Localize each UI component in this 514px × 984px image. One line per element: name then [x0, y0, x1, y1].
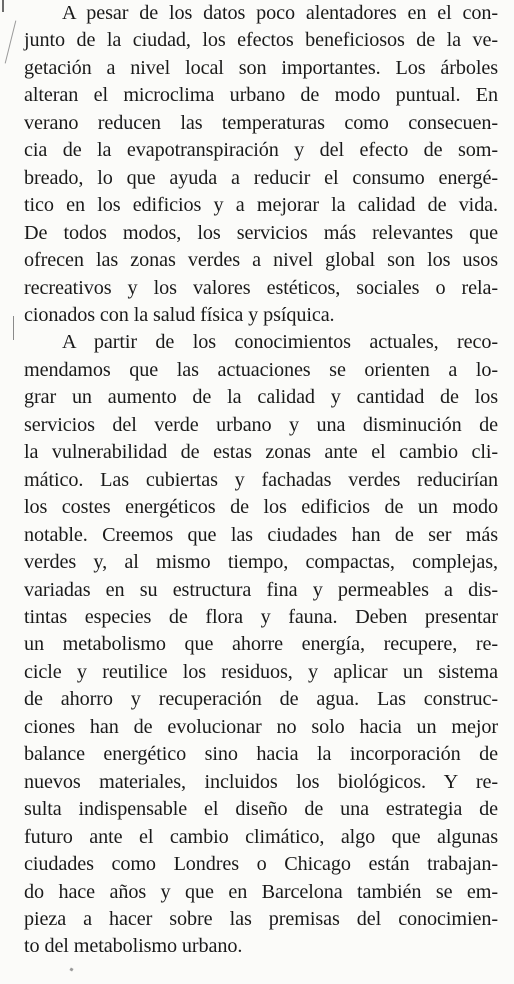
text-line: A partir de los conocimientos actuales, reco-	[62, 331, 498, 354]
text-line: notable. Creemos que las ciudades han de ser más	[24, 523, 498, 546]
text-line: ciudades como Londres o Chicago están trabajan-	[24, 853, 498, 876]
text-line: mático. Las cubiertas y fachadas verdes reducirían	[24, 468, 498, 491]
margin-scratch	[5, 21, 17, 64]
text-line: cionados con la salud física y psíquica.	[24, 303, 335, 326]
text-line: los costes energéticos de los edificios de un modo	[24, 496, 498, 519]
text-line: junto de la ciudad, los efectos beneficiosos de la ve-	[24, 29, 498, 52]
text-line: ciones han de evolucionar no solo hacia un mejor	[24, 715, 498, 738]
text-line: breado, lo que ayuda a reducir el consumo energé-	[24, 166, 498, 189]
text-line: pieza a hacer sobre las premisas del conocimien-	[24, 907, 498, 930]
text-line: un metabolismo que ahorre energía, recupere, re-	[24, 633, 498, 656]
margin-mark	[2, 0, 4, 12]
text-line: servicios del verde urbano y una disminución de	[24, 413, 498, 436]
text-line: recreativos y los valores estéticos, sociales o rela-	[24, 276, 498, 299]
paragraph-1	[24, 0, 498, 329]
margin-mark	[13, 316, 14, 340]
text-line: futuro ante el cambio climático, algo que algunas	[24, 825, 498, 848]
text-line: balance energético sino hacia la incorporación de	[24, 743, 498, 766]
text-line: cicle y reutilice los residuos, y aplicar un sistema	[24, 660, 498, 683]
text-line: tico en los edificios y a mejorar la calidad de vida.	[24, 194, 498, 217]
text-line: do hace años y que en Barcelona también se em-	[24, 880, 498, 903]
text-line: verano reducen las temperaturas como consecuen-	[24, 111, 498, 134]
text-line: alteran el microclima urbano de modo puntual. En	[24, 84, 498, 107]
body-text	[24, 0, 498, 961]
text-line: ofrecen las zonas verdes a nivel global son los usos	[24, 249, 498, 272]
text-line: cia de la evapotranspiración y del efecto de som-	[24, 139, 498, 162]
text-line: variadas en su estructura fina y permeables a dis-	[24, 578, 498, 601]
text-line: de ahorro y recuperación de agua. Las construc-	[24, 688, 498, 711]
text-line: De todos modos, los servicios más relevantes que	[24, 221, 498, 244]
text-line: to del metabolismo urbano.	[24, 935, 243, 958]
text-line: grar un aumento de la calidad y cantidad de los	[24, 386, 498, 409]
text-line: sulta indispensable el diseño de una estrategia de	[24, 798, 498, 821]
paragraph-2	[24, 329, 498, 960]
text-line: mendamos que las actuaciones se orienten a lo-	[24, 358, 498, 381]
text-line: la vulnerabilidad de estas zonas ante el cambio cli-	[24, 441, 498, 464]
text-line: A pesar de los datos poco alentadores en el con-	[62, 2, 498, 24]
text-line: verdes y, al mismo tiempo, compactas, complejas,	[24, 551, 498, 574]
text-line: getación a nivel local son importantes. Los árboles	[24, 56, 498, 79]
scan-speck	[69, 967, 73, 971]
text-line: nuevos materiales, incluidos los biológicos. Y re-	[24, 770, 498, 793]
text-line: tintas especies de flora y fauna. Deben presentar	[24, 605, 498, 628]
